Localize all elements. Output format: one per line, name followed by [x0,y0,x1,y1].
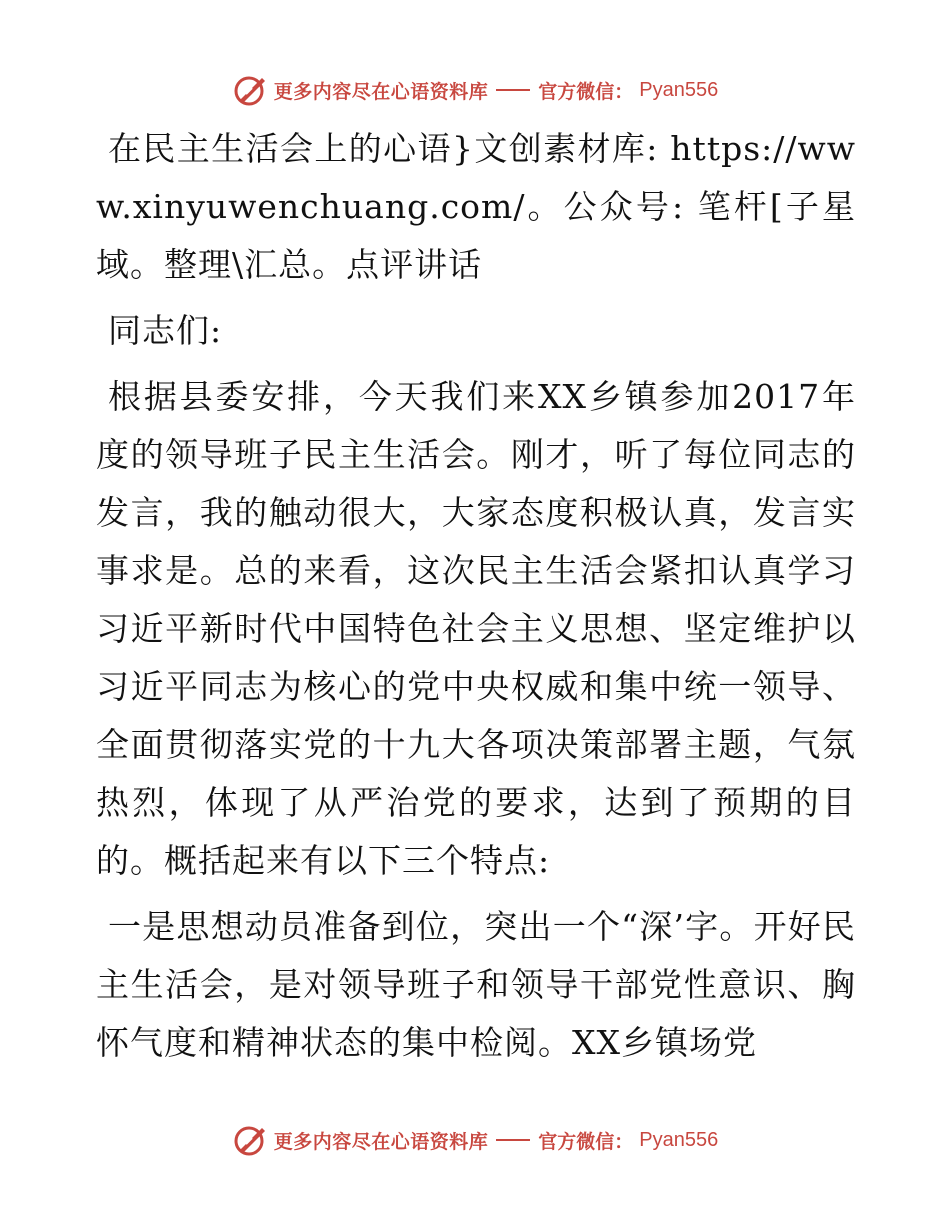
paragraph-salutation: 同志们: [108,311,223,350]
header-banner [0,68,950,112]
banner-text: 更多内容尽在心语资料库 [273,1130,489,1153]
paragraph-body-1: 根据县委安排，今天我们来XX乡镇参加2017年度的领导班子民主生活会。刚才，听了每位同志的发言，我的触动很大，大家态度积极认真，发言实事求是。总的来看，这次民主生活会紧扣认真学习习近平新时代中国特色社会主义思想、坚定维护以习近平同志为核心的党中央权威和集中统一领导、全面贯彻落实党的十九大各项决策部署主题，气氛热烈，体现了从严治党的要求，达到了预期的目的。概括起来有以下三个特点: [96,377,856,880]
banner-wechat-id: Pyan556 [639,1128,719,1151]
banner-divider [496,89,530,91]
quill-logo-icon [232,72,268,108]
paragraph-body-2: 一是思想动员准备到位，突出一个“深’字。开好民主生活会，是对领导班子和领导干部党性意识、胸怀气度和精神状态的集中检阅。XX乡镇场党 [96,907,856,1062]
banner-wechat-id: Pyan556 [639,78,719,101]
paragraph-title: 在民主生活会上的心语}文创素材库: https://www.xinyuwenchuang.com/。公众号: 笔杆[子星域。整理\汇总。点评讲话 [96,129,856,284]
document-body [96,120,856,1072]
footer-banner [0,1118,950,1162]
banner-wechat-label: 官方微信： [538,80,634,103]
banner-text: 更多内容尽在心语资料库 [273,80,489,103]
banner-wechat-label: 官方微信： [538,1130,634,1153]
banner-divider [496,1139,530,1141]
quill-logo-icon [232,1122,268,1158]
